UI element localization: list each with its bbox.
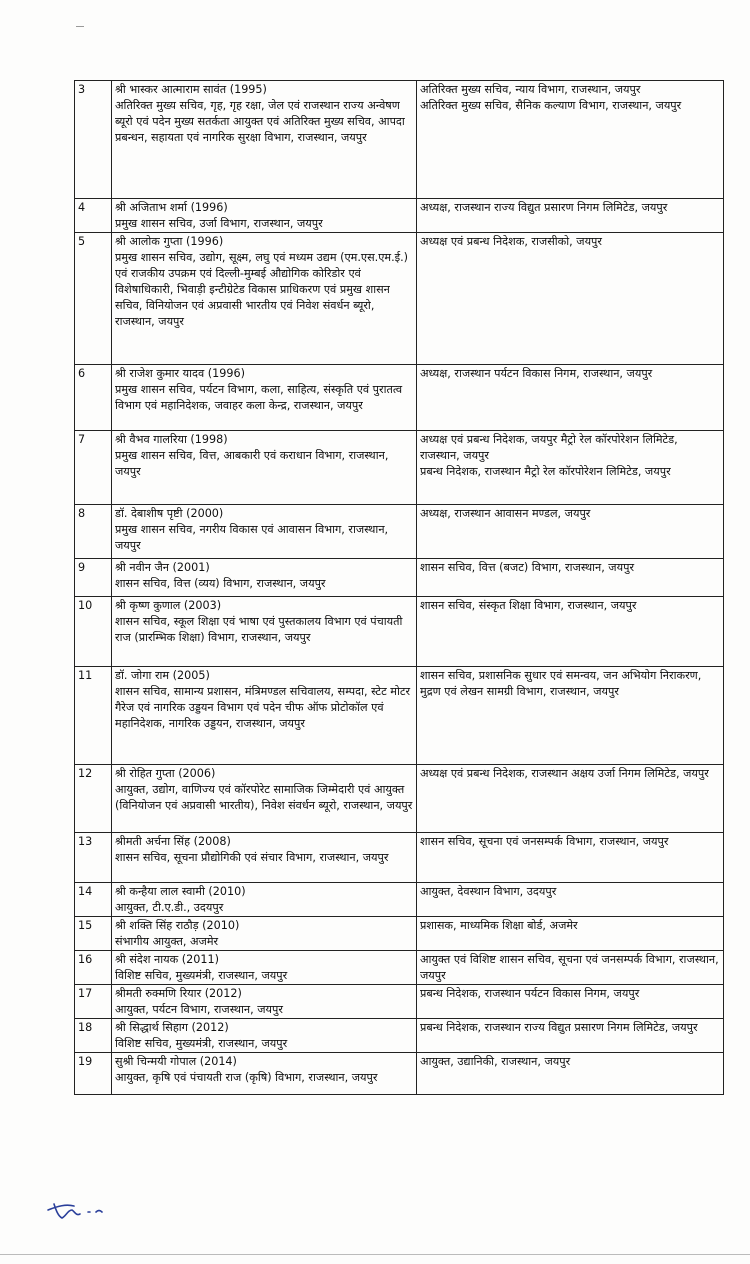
table-row	[75, 833, 724, 883]
new-posting-cell	[417, 81, 724, 199]
current-post: विशिष्ट सचिव, मुख्यमंत्री, राजस्थान, जयपुर	[115, 969, 288, 982]
current-posting-cell	[112, 985, 417, 1019]
serial-number: 7	[75, 431, 112, 505]
table-row	[75, 81, 724, 199]
current-post: प्रमुख शासन सचिव, नगरीय विकास एवं आवासन विभाग, राजस्थान, जयपुर	[115, 523, 389, 552]
current-posting-cell	[112, 505, 417, 559]
new-posting-cell	[417, 833, 724, 883]
table-row	[75, 431, 724, 505]
officer-name: डॉ. जोगा राम (2005)	[115, 669, 210, 682]
current-posting-cell	[112, 765, 417, 833]
current-posting-cell	[112, 199, 417, 233]
new-post: शासन सचिव, संस्कृत शिक्षा विभाग, राजस्थान, जयपुर	[420, 599, 637, 612]
table-row	[75, 667, 724, 765]
current-posting-cell	[112, 559, 417, 597]
officer-name: श्री सिद्धार्थ सिहाग (2012)	[115, 1021, 229, 1034]
table-row	[75, 365, 724, 431]
officer-name: श्री नवीन जैन (2001)	[115, 561, 210, 574]
officer-name: श्री अजिताभ शर्मा (1996)	[115, 201, 228, 214]
current-posting-cell	[112, 1019, 417, 1053]
serial-number: 13	[75, 833, 112, 883]
transfer-table	[74, 80, 724, 1095]
table-row	[75, 505, 724, 559]
serial-number: 14	[75, 883, 112, 917]
scan-mark	[76, 26, 84, 27]
current-post: आयुक्त, उद्योग, वाणिज्य एवं कॉरपोरेट सामाजिक जिम्मेदारी एवं आयुक्त (विनियोजन एवं अप्रवासी भारतीय), निवेश संवर्धन ब्यूरो, राजस्थान, जयपुर	[115, 783, 413, 812]
new-post: अतिरिक्त मुख्य सचिव, न्याय विभाग, राजस्थान, जयपुर	[420, 83, 641, 96]
officer-name: श्री रोहित गुप्ता (2006)	[115, 767, 216, 780]
new-post: अध्यक्ष एवं प्रबन्ध निदेशक, राजसीको, जयपुर	[420, 235, 602, 248]
current-posting-cell	[112, 951, 417, 985]
new-posting-cell	[417, 667, 724, 765]
table-row	[75, 883, 724, 917]
current-posting-cell	[112, 597, 417, 667]
new-post: आयुक्त, उद्यानिकी, राजस्थान, जयपुर	[420, 1055, 571, 1068]
table-row	[75, 199, 724, 233]
current-posting-cell	[112, 667, 417, 765]
current-posting-cell	[112, 917, 417, 951]
new-posting-cell	[417, 1053, 724, 1095]
officer-name: श्री आलोक गुप्ता (1996)	[115, 235, 224, 248]
new-posting-cell	[417, 199, 724, 233]
serial-number: 19	[75, 1053, 112, 1095]
current-posting-cell	[112, 233, 417, 365]
new-posting-cell	[417, 951, 724, 985]
current-post: शासन सचिव, सूचना प्रौद्योगिकी एवं संचार विभाग, राजस्थान, जयपुर	[115, 851, 389, 864]
footer-rule	[0, 1254, 750, 1255]
serial-number: 6	[75, 365, 112, 431]
officer-name: श्री राजेश कुमार यादव (1996)	[115, 367, 245, 380]
new-posting-cell	[417, 883, 724, 917]
table-row	[75, 233, 724, 365]
table-row	[75, 765, 724, 833]
new-post: प्रबन्ध निदेशक, राजस्थान पर्यटन विकास निगम, जयपुर	[420, 987, 640, 1000]
current-posting-cell	[112, 81, 417, 199]
current-post: आयुक्त, टी.ए.डी., उदयपुर	[115, 901, 224, 914]
table-row	[75, 917, 724, 951]
current-posting-cell	[112, 1053, 417, 1095]
new-post: शासन सचिव, प्रशासनिक सुधार एवं समन्वय, जन अभियोग निराकरण, मुद्रण एवं लेखन सामग्री विभाग, राजस्थान, जयपुर	[420, 669, 702, 698]
table-row	[75, 559, 724, 597]
officer-name: श्री वैभव गालरिया (1998)	[115, 433, 228, 446]
serial-number: 11	[75, 667, 112, 765]
current-post: अतिरिक्त मुख्य सचिव, गृह, गृह रक्षा, जेल एवं राजस्थान राज्य अन्वेषण ब्यूरो एवं पदेन मुख्य सतर्कता आयुक्त एवं अतिरिक्त मुख्य सचिव, आपदा प्रबन्धन, सहायता एवं नागरिक सुरक्षा विभाग, राजस्थान, जयपुर	[115, 99, 405, 144]
serial-number: 18	[75, 1019, 112, 1053]
new-post: आयुक्त एवं विशिष्ट शासन सचिव, सूचना एवं जनसम्पर्क विभाग, राजस्थान, जयपुर	[420, 953, 719, 982]
serial-number: 10	[75, 597, 112, 667]
serial-number: 4	[75, 199, 112, 233]
officer-name: सुश्री चिन्मयी गोपाल (2014)	[115, 1055, 237, 1068]
current-post: प्रमुख शासन सचिव, पर्यटन विभाग, कला, साहित्य, संस्कृति एवं पुरातत्व विभाग एवं महानिदेशक, जवाहर कला केन्द्र, राजस्थान, जयपुर	[115, 383, 403, 412]
new-post: शासन सचिव, वित्त (बजट) विभाग, राजस्थान, जयपुर	[420, 561, 635, 574]
new-posting-cell	[417, 559, 724, 597]
current-post: विशिष्ट सचिव, मुख्यमंत्री, राजस्थान, जयपुर	[115, 1037, 288, 1050]
table-row	[75, 985, 724, 1019]
current-post: शासन सचिव, वित्त (व्यय) विभाग, राजस्थान, जयपुर	[115, 577, 326, 590]
serial-number: 16	[75, 951, 112, 985]
table-row	[75, 597, 724, 667]
new-posting-cell	[417, 917, 724, 951]
new-posting-cell	[417, 365, 724, 431]
serial-number: 12	[75, 765, 112, 833]
current-post: प्रमुख शासन सचिव, उर्जा विभाग, राजस्थान, जयपुर	[115, 217, 323, 230]
new-post: अतिरिक्त मुख्य सचिव, सैनिक कल्याण विभाग, राजस्थान, जयपुर	[420, 99, 682, 112]
current-posting-cell	[112, 833, 417, 883]
current-posting-cell	[112, 365, 417, 431]
serial-number: 17	[75, 985, 112, 1019]
officer-name: डॉ. देबाशीष पृष्टी (2000)	[115, 507, 224, 520]
officer-name: श्री कन्हैया लाल स्वामी (2010)	[115, 885, 246, 898]
new-post: आयुक्त, देवस्थान विभाग, उदयपुर	[420, 885, 557, 898]
new-posting-cell	[417, 985, 724, 1019]
signature	[44, 1196, 124, 1226]
transfer-table-body	[75, 81, 724, 1095]
new-posting-cell	[417, 597, 724, 667]
new-posting-cell	[417, 233, 724, 365]
current-post: आयुक्त, पर्यटन विभाग, राजस्थान, जयपुर	[115, 1003, 283, 1016]
current-posting-cell	[112, 883, 417, 917]
current-post: आयुक्त, कृषि एवं पंचायती राज (कृषि) विभाग, राजस्थान, जयपुर	[115, 1071, 378, 1084]
officer-name: श्री शक्ति सिंह राठौड़ (2010)	[115, 919, 240, 932]
current-posting-cell	[112, 431, 417, 505]
officer-name: श्री संदेश नायक (2011)	[115, 953, 219, 966]
officer-name: श्रीमती रुक्मणि रियार (2012)	[115, 987, 242, 1000]
new-post: अध्यक्ष एवं प्रबन्ध निदेशक, राजस्थान अक्षय उर्जा निगम लिमिटेड, जयपुर	[420, 767, 709, 780]
serial-number: 3	[75, 81, 112, 199]
current-post: शासन सचिव, सामान्य प्रशासन, मंत्रिमण्डल सचिवालय, सम्पदा, स्टेट मोटर गैरेज एवं नागरिक उड्डयन विभाग एवं पदेन चीफ ऑफ प्रोटोकॉल एवं महानिदेशक, नागरिक उड्डयन, राजस्थान, जयपुर	[115, 685, 411, 730]
new-post: अध्यक्ष, राजस्थान आवासन मण्डल, जयपुर	[420, 507, 591, 520]
table-row	[75, 951, 724, 985]
new-post: प्रबन्ध निदेशक, राजस्थान मैट्रो रेल कॉरपोरेशन लिमिटेड, जयपुर	[420, 465, 671, 478]
new-post: शासन सचिव, सूचना एवं जनसम्पर्क विभाग, राजस्थान, जयपुर	[420, 835, 669, 848]
new-post: अध्यक्ष एवं प्रबन्ध निदेशक, जयपुर मैट्रो रेल कॉरपोरेशन लिमिटेड, राजस्थान, जयपुर	[420, 433, 678, 462]
new-posting-cell	[417, 1019, 724, 1053]
new-posting-cell	[417, 765, 724, 833]
new-post: प्रबन्ध निदेशक, राजस्थान राज्य विद्युत प्रसारण निगम लिमिटेड, जयपुर	[420, 1021, 698, 1034]
serial-number: 15	[75, 917, 112, 951]
current-post: प्रमुख शासन सचिव, वित्त, आबकारी एवं कराधान विभाग, राजस्थान, जयपुर	[115, 449, 389, 478]
new-posting-cell	[417, 431, 724, 505]
new-post: अध्यक्ष, राजस्थान राज्य विद्युत प्रसारण निगम लिमिटेड, जयपुर	[420, 201, 668, 214]
table-row	[75, 1019, 724, 1053]
current-post: संभागीय आयुक्त, अजमेर	[115, 935, 219, 948]
new-posting-cell	[417, 505, 724, 559]
officer-name: श्री भास्कर आत्माराम सावंत (1995)	[115, 83, 267, 96]
serial-number: 8	[75, 505, 112, 559]
officer-name: श्रीमती अर्चना सिंह (2008)	[115, 835, 231, 848]
table-row	[75, 1053, 724, 1095]
new-post: प्रशासक, माध्यमिक शिक्षा बोर्ड, अजमेर	[420, 919, 578, 932]
officer-name: श्री कृष्ण कुणाल (2003)	[115, 599, 222, 612]
current-post: शासन सचिव, स्कूल शिक्षा एवं भाषा एवं पुस्तकालय विभाग एवं पंचायती राज (प्रारम्भिक शिक्षा) विभाग, राजस्थान, जयपुर	[115, 615, 403, 644]
new-post: अध्यक्ष, राजस्थान पर्यटन विकास निगम, राजस्थान, जयपुर	[420, 367, 653, 380]
current-post: प्रमुख शासन सचिव, उद्योग, सूक्ष्म, लघु एवं मध्यम उद्यम (एम.एस.एम.ई.) एवं राजकीय उपक्रम एवं दिल्ली-मुम्बई औद्योगिक कोरिडोर एवं विशेषाधिकारी, भिवाड़ी इन्टीग्रेटेड विकास प्राधिकरण एवं प्रमुख शासन सचिव, विनियोजन एवं अप्रवासी भारतीय एवं निवेश संवर्धन ब्यूरो, राजस्थान, जयपुर	[115, 251, 409, 328]
serial-number: 9	[75, 559, 112, 597]
serial-number: 5	[75, 233, 112, 365]
